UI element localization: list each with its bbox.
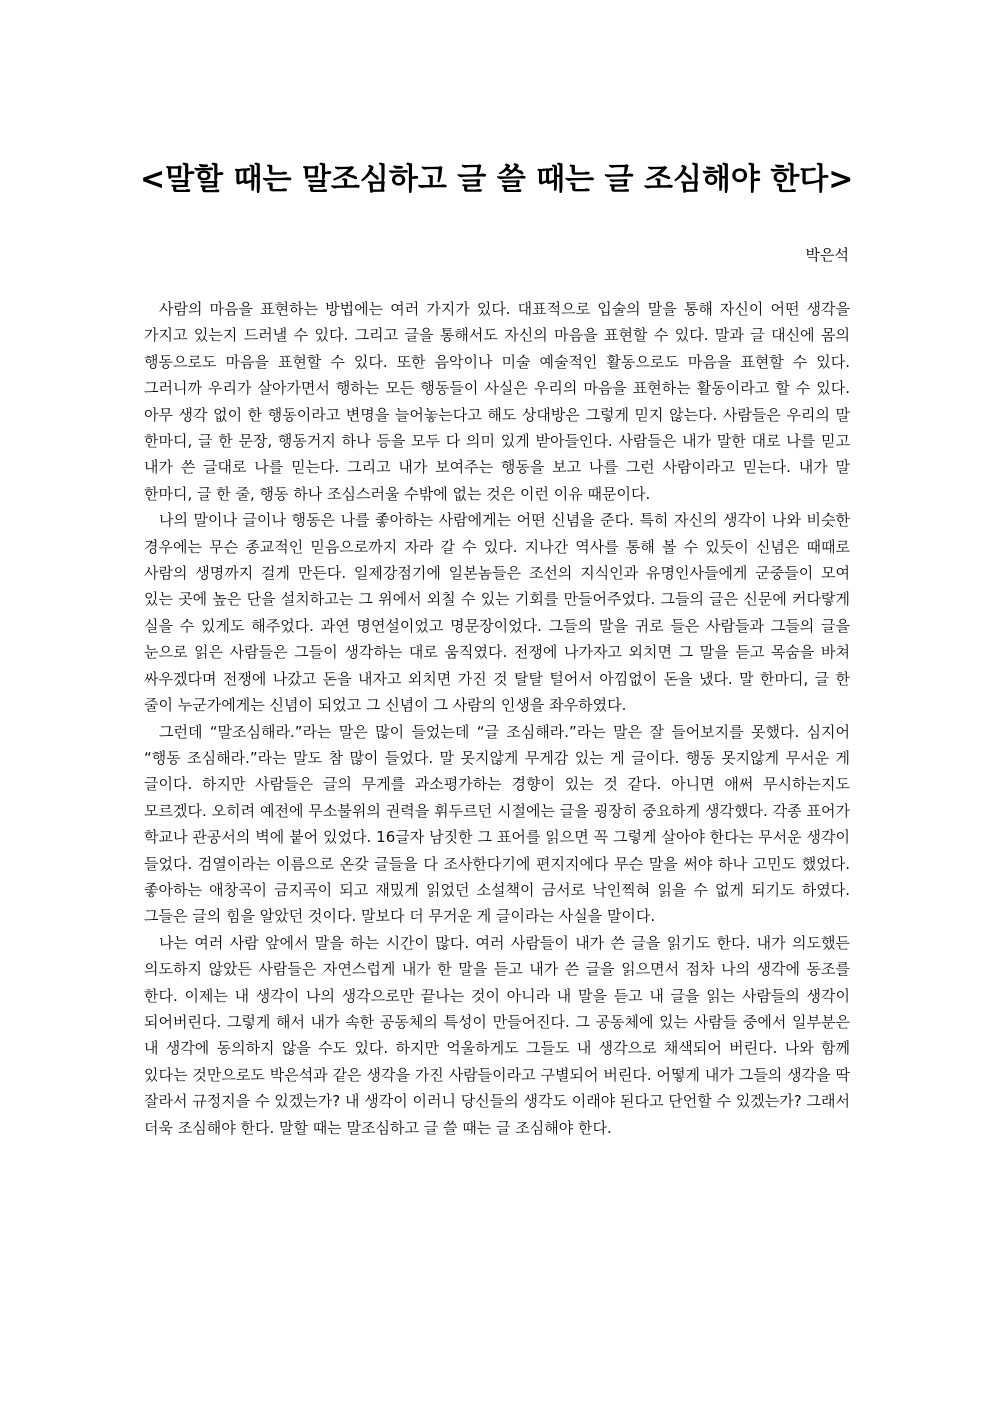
paragraph-3: 그런데 “말조심해라.”라는 말은 많이 들었는데 “글 조심해라.”라는 말은 잘 들어보지를 못했다. 심지어 “행동 조심해라.”라는 말도 참 많이 들었다. 말 못지않게 무게감 있는 게 글이다. 행동 못지않게 무서운 게 글이다. 하지만 사람들은 글의 무게를 과소평가하는 경향이 있는 것 같다. 아니면 애써 무시하는지도 모르겠다. 오히려 예전에 무소불위의 권력을 휘두르던 시절에는 글을 굉장히 중요하게 생각했다. 각종 표어가 학교나 관공서의 벽에 붙어 있었다. 16글자 남짓한 그 표어를 읽으면 꼭 그렇게 살아야 한다는 무서운 생각이 들었다. 검열이라는 이름으로 온갖 글들을 다 조사한다기에 편지지에다 무슨 말을 써야 하나 고민도 했었다. 좋아하는 애창곡이 금지곡이 되고 재밌게 읽었던 소설책이 금서로 낙인찍혀 읽을 수 없게 되기도 하였다. 그들은 글의 힘을 알았던 것이다. 말보다 더 무거운 게 글이라는 사실을 말이다. [144,722,850,926]
document-body [144,296,850,1141]
paragraph-1: 사람의 마음을 표현하는 방법에는 여러 가지가 있다. 대표적으로 입술의 말을 통해 자신이 어떤 생각을 가지고 있는지 드러낼 수 있다. 그리고 글을 통해서도 자신의 마음을 표현할 수 있다. 말과 글 대신에 몸의 행동으로도 마음을 표현할 수 있다. 또한 음악이나 미술 예술적인 활동으로도 마음을 표현할 수 있다. 그러니까 우리가 살아가면서 행하는 모든 행동들이 사실은 우리의 마음을 표현하는 활동이라고 할 수 있다. 아무 생각 없이 한 행동이라고 변명을 늘어놓는다고 해도 상대방은 그렇게 믿지 않는다. 사람들은 우리의 말 한마디, 글 한 문장, 행동거지 하나 등을 모두 다 의미 있게 받아들인다. 사람들은 내가 말한 대로 나를 믿고 내가 쓴 글대로 나를 믿는다. 그리고 내가 보여주는 행동을 보고 나를 그런 사람이라고 믿는다. 내가 말 한마디, 글 한 줄, 행동 하나 조심스러울 수밖에 없는 것은 이런 이유 때문이다. [144,300,850,503]
paragraph-2: 나의 말이나 글이나 행동은 나를 좋아하는 사람에게는 어떤 신념을 준다. 특히 자신의 생각이 나와 비슷한 경우에는 무슨 종교적인 믿음으로까지 자라 갈 수 있다. 지나간 역사를 통해 볼 수 있듯이 신념은 때때로 사람의 생명까지 걸게 만든다. 일제강점기에 일본놈들은 조선의 지식인과 유명인사들에게 군중들이 모여 있는 곳에 높은 단을 설치하고는 그 위에서 외칠 수 있는 기회를 만들어주었다. 그들의 글은 신문에 커다랗게 실을 수 있게도 해주었다. 과연 명연설이었고 명문장이었다. 그들의 말을 귀로 들은 사람들과 그들의 글을 눈으로 읽은 사람들은 그들이 생각하는 대로 움직였다. 전쟁에 나가자고 외치면 그 말을 듣고 목숨을 바쳐 싸우겠다며 전쟁에 나갔고 돈을 내자고 외치면 가진 것 탈탈 털어서 아낌없이 돈을 냈다. 말 한마디, 글 한 줄이 누군가에게는 신념이 되었고 그 신념이 그 사람의 인생을 좌우하였다. [144,511,850,715]
author-name: 박은석 [805,246,849,264]
paragraph-4: 나는 여러 사람 앞에서 말을 하는 시간이 많다. 여러 사람들이 내가 쓴 글을 읽기도 한다. 내가 의도했든 의도하지 않았든 사람들은 자연스럽게 내가 한 말을 듣고 내가 쓴 글을 읽으면서 점차 나의 생각에 동조를 한다. 이제는 내 생각이 나의 생각으로만 끝나는 것이 아니라 내 말을 듣고 내 글을 읽는 사람들의 생각이 되어버린다. 그렇게 해서 내가 속한 공동체의 특성이 만들어진다. 그 공동체에 있는 사람들 중에서 일부분은 내 생각에 동의하지 않을 수도 있다. 하지만 억울하게도 그들도 내 생각으로 채색되어 버린다. 나와 함께 있다는 것만으로도 박은석과 같은 생각을 가진 사람들이라고 구별되어 버린다. 어떻게 내가 그들의 생각을 딱 잘라서 규정지을 수 있겠는가? 내 생각이 이러니 당신들의 생각도 이래야 된다고 단언할 수 있겠는가? 그래서 더욱 조심해야 한다. 말할 때는 말조심하고 글 쓸 때는 글 조심해야 한다. [144,933,850,1137]
document-title: <말할 때는 말조심하고 글 쓸 때는 글 조심해야 한다> [140,162,854,197]
